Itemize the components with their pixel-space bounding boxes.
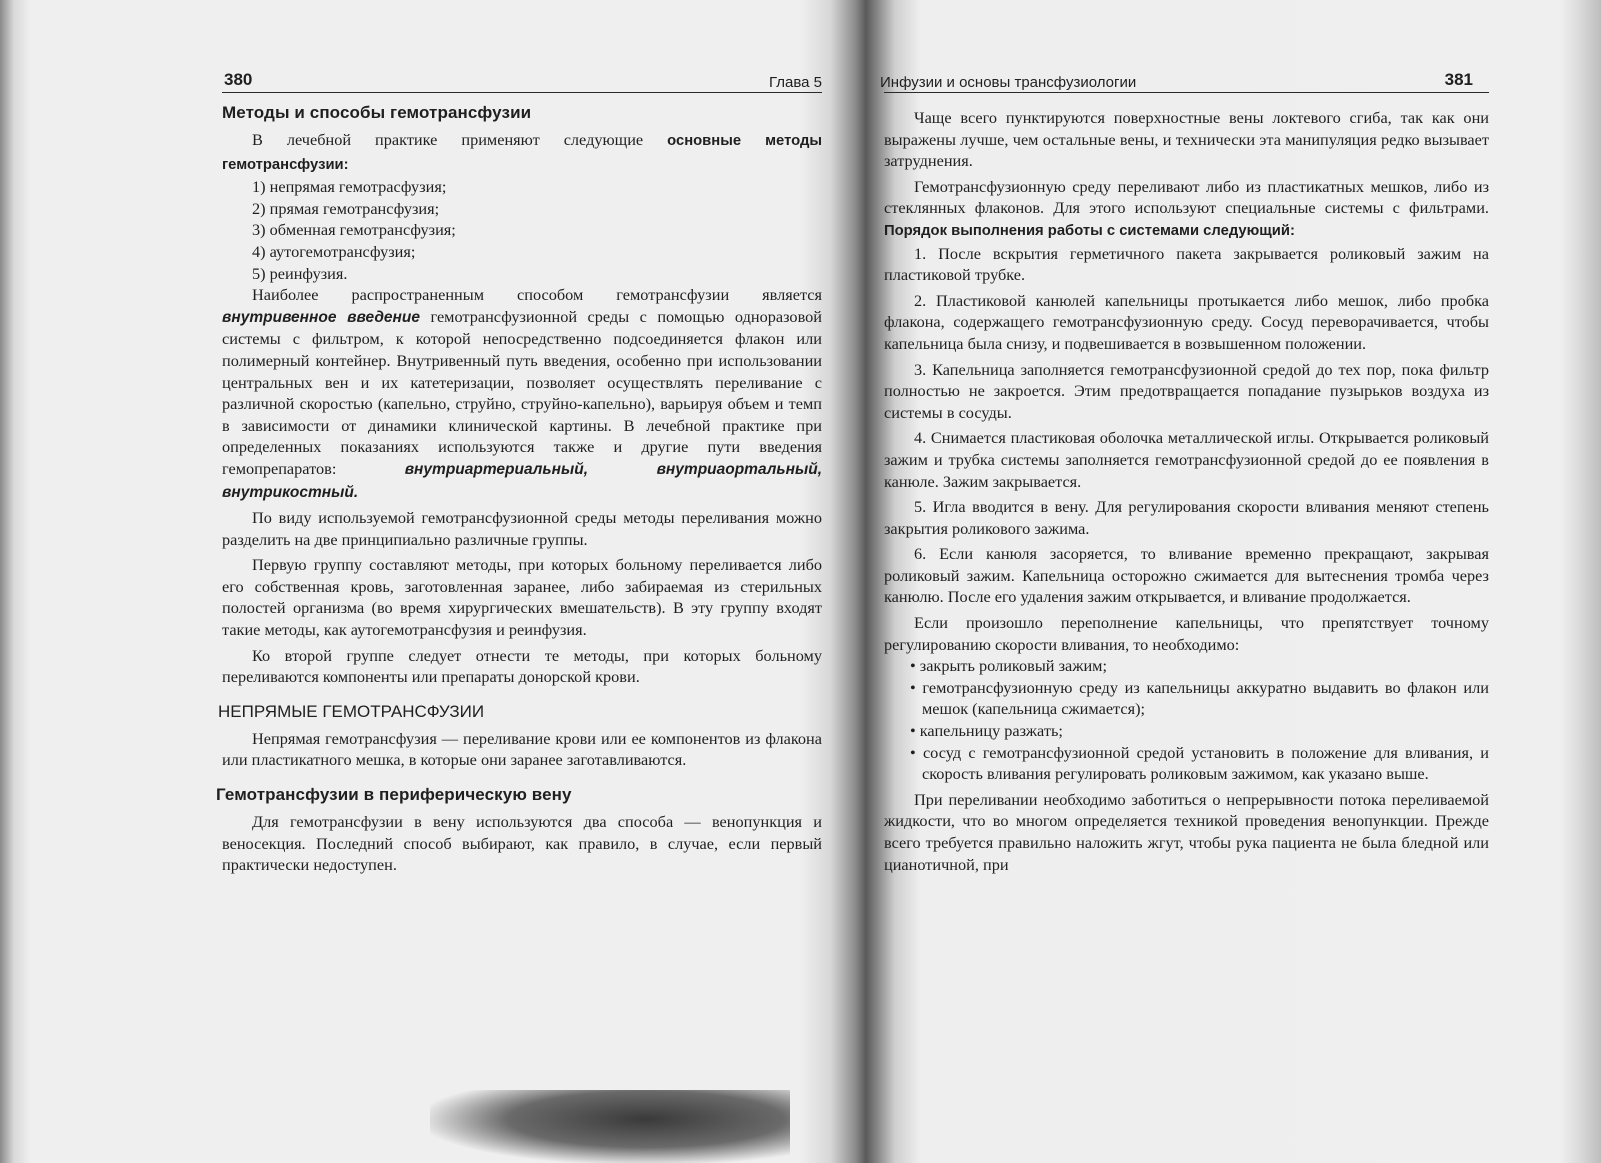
paragraph-containers <box>884 176 1489 243</box>
emphasis-routes: внутриартериальный, внутриаортальный, внутрикостный. <box>222 460 822 501</box>
list-item: 5) реинфузия. <box>252 263 348 283</box>
left-running-head <box>222 62 822 93</box>
procedure-bold: Порядок выполнения работы с системами следующий: <box>884 222 1295 239</box>
list-item: 3) обменная гемотрансфузия; <box>252 220 456 240</box>
paragraph-iv-route <box>222 284 822 503</box>
steps-list <box>884 243 1489 609</box>
section-title: Методы и способы гемотрансфузии <box>222 103 532 122</box>
intro-paragraph <box>222 129 822 176</box>
text-run: Наиболее распространенным способом гемотрансфузии является <box>252 285 822 305</box>
paragraph-peripheral: Для гемотрансфузии в вену используются два способа — венопункция и веносекция. Последний способ выбирают, как правило, в случае, если первый практически недоступен. <box>222 812 822 875</box>
step-item: 1. После вскрытия герметичного пакета закрывается роликовый зажим на пластиковой трубке. <box>884 243 1489 285</box>
subsection-title: НЕПРЯМЫЕ ГЕМОТРАНСФУЗИИ <box>218 701 485 721</box>
bullet-list <box>884 655 1489 785</box>
step-item: 6. Если канюля засоряется, то вливание временно прекращают, закрывая роликовый зажим. Капельница осторожно сжимается для вытеснения тромба через канюлю. После его удаления зажим открывается, и вливание продолжается. <box>884 544 1489 607</box>
right-page-number: 381 <box>1444 70 1473 89</box>
paragraph-groups: По виду используемой гемотрансфузионной среды методы переливания можно разделить на две принципиально различные группы. <box>222 508 822 549</box>
intro-text: В лечебной практике применяют следующие <box>252 130 668 149</box>
text-run: гемотрансфузионной среды с помощью одноразовой системы с фильтром, к которой непосредственно подсоединяется флакон или полимерный контейнер. Внутривенный путь введения, особенно при использовании центральных вен и их катетеризации, позволяет осуществлять переливание с различной скоростью (капельно, струйно, струйно-капельно), варьируя объем и темп в зависимости от динамики клинической картины. В лечебной практике при определенных показаниях используются также и другие пути введения гемопрепаратов: <box>222 306 823 478</box>
methods-list <box>222 176 822 284</box>
left-page <box>216 62 823 876</box>
right-chapter-label: Инфузии и основы трансфузиологии <box>880 74 1137 91</box>
list-item: • гемотрансфузионную среду из капельницы аккуратно выдавить во флакон или мешок (капельница сжимается); <box>910 677 1489 719</box>
list-item: • закрыть роликовый зажим; <box>910 656 1108 676</box>
emphasis-iv: внутривенное введение <box>222 308 420 326</box>
list-item: 4) аутогемотрансфузия; <box>252 241 416 261</box>
text-run: Гемотрансфузионную среду переливают либо из пластикатных мешков, либо из стеклянных флаконов. Для этого используют специальные системы с фильтрами. <box>884 176 1489 218</box>
left-chapter-label: Глава 5 <box>768 74 822 91</box>
subsection2-title: Гемотрансфузии в периферическую вену <box>216 785 572 805</box>
step-item: 3. Капельница заполняется гемотрансфузионной средой до тех пор, пока фильтр полностью не закроется. Этим предотвращается попадание пузырьков воздуха из системы в сосуды. <box>884 359 1489 422</box>
paragraph-indirect: Непрямая гемотрансфузия — переливание крови или ее компонентов из флакона или пластикатного мешка, в которые они заранее заготавливаются. <box>222 728 822 770</box>
right-running-head <box>880 62 1489 93</box>
paragraph-first-group: Первую группу составляют методы, при которых больному переливается либо его собственная кровь, заготовленная заранее, либо забираемая из стерильных полостей организма (во время хирургических вмешательств). В эту группу входят такие методы, как аутогемотрансфузия и реинфузия. <box>222 555 822 640</box>
left-page-number: 380 <box>224 70 253 89</box>
step-item: 2. Пластиковой канюлей капельницы протыкается либо мешок, либо пробка флакона, содержащего гемотрансфузионную среду. Сосуд переворачивается, чтобы капельница была снизу, и подвешивается в возвышенном положении. <box>884 290 1489 353</box>
list-item: • сосуд с гемотрансфузионной средой установить в положение для вливания, и скорость вливания регулировать роликовым зажимом, как указано выше. <box>910 742 1489 784</box>
step-item: 5. Игла вводится в вену. Для регулирования скорости вливания меняют степень закрытия роликового зажима. <box>884 497 1489 538</box>
paragraph-overflow: Если произошло переполнение капельницы, что препятствует точному регулированию скорости вливания, то необходимо: <box>884 613 1489 654</box>
step-item: 4. Снимается пластиковая оболочка металлической иглы. Открывается роликовый зажим и трубка системы заполняется гемотрансфузионной средой до ее появления в канюле. Зажим закрывается. <box>884 428 1489 491</box>
list-item: 2) прямая гемотрансфузия; <box>252 198 440 218</box>
right-page <box>880 62 1489 875</box>
list-item: 1) непрямая гемотрасфузия; <box>252 177 447 197</box>
intro-bold: основные методы гемотрансфузии: <box>222 133 823 173</box>
paragraph-continuity: При переливании необходимо заботиться о непрерывности потока переливаемой жидкости, что во многом определяется техникой проведения венопункции. Прежде всего требуется правильно наложить жгут, чтобы рука пациента не была бледной или цианотичной, при <box>884 789 1489 874</box>
page-shadow <box>430 1090 790 1163</box>
paragraph-veins: Чаще всего пунктируются поверхностные вены локтевого сгиба, так как они выражены лучше, чем остальные вены, и технически эта манипуляция редко вызывает затруднения. <box>884 108 1489 171</box>
paragraph-second-group: Ко второй группе следует отнести те методы, при которых больному переливаются компоненты или препараты донорской крови. <box>222 645 822 687</box>
list-item: • капельницу разжать; <box>910 721 1063 741</box>
